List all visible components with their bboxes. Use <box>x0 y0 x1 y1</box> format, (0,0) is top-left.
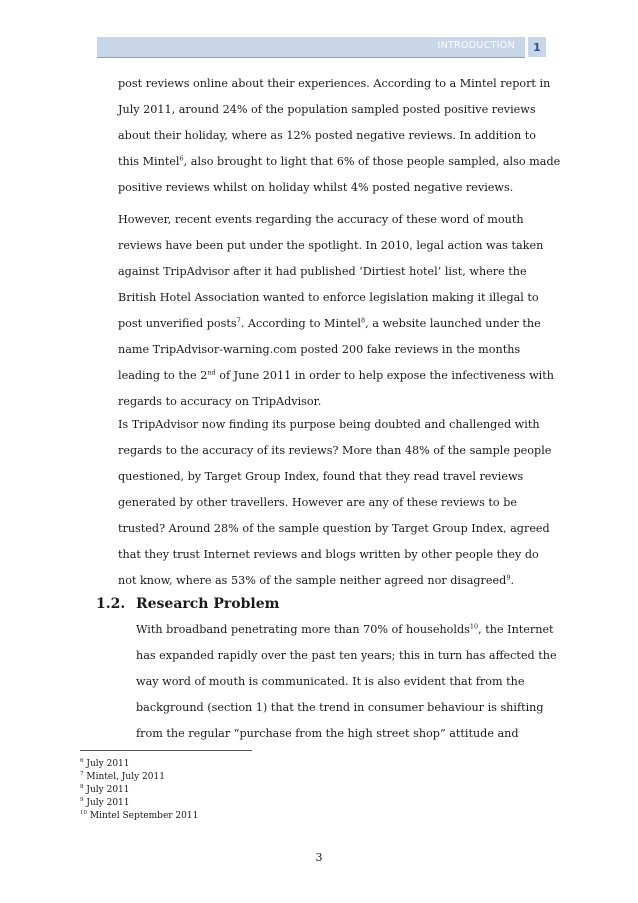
footnote-ref: 6 <box>179 154 184 163</box>
section-number: 1.2. <box>96 596 126 612</box>
text-line: from the regular “purchase from the high street shop” attitude and <box>136 727 519 740</box>
text-line: regards to accuracy on TripAdvisor. <box>118 395 322 408</box>
footnote-ref: 9 <box>506 573 511 582</box>
text-line: regards to the accuracy of its reviews? More than 48% of the sample people <box>118 444 552 457</box>
text-line: July 2011, around 24% of the population sampled posted positive reviews <box>118 103 536 116</box>
text-line: Is TripAdvisor now finding its purpose being doubted and challenged with <box>118 418 540 431</box>
text-line: this Mintel$^6$, also brought to light that 6% of those people sampled, also made <box>118 154 561 168</box>
text-line: way word of mouth is communicated. It is also evident that from the <box>136 675 525 688</box>
footnote: $^7$ Mintel, July 2011 <box>80 771 165 782</box>
ordinal-suffix: nd <box>207 368 216 377</box>
text-line: has expanded rapidly over the past ten years; this in turn has affected the <box>136 649 557 662</box>
text-line: British Hotel Association wanted to enforce legislation making it illegal to <box>118 291 539 304</box>
text-line: reviews have been put under the spotlight. In 2010, legal action was taken <box>118 239 544 252</box>
footnote-separator <box>80 750 252 751</box>
footnote: $^8$ July 2011 <box>80 784 130 795</box>
text-line: trusted? Around 28% of the sample question by Target Group Index, agreed <box>118 522 550 535</box>
text-line: about their holiday, where as 12% posted negative reviews. In addition to <box>118 129 536 142</box>
text-line: not know, where as 53% of the sample neither agreed nor disagreed$^9$. <box>118 573 515 587</box>
running-header <box>97 37 525 58</box>
section-title: Research Problem <box>136 596 280 612</box>
text-line: post reviews online about their experiences. According to a Mintel report in <box>118 77 551 90</box>
text-line: name TripAdvisor-warning.com posted 200 fake reviews in the months <box>118 343 521 356</box>
header-section-label: INTRODUCTION <box>437 40 515 51</box>
footnote: $^9$ July 2011 <box>80 797 130 808</box>
text-line: With broadband penetrating more than 70% of households$^{10}$, the Internet <box>136 622 554 636</box>
text-line: background (section 1) that the trend in consumer behaviour is shifting <box>136 701 544 714</box>
footnote: $^{10}$ Mintel September 2011 <box>80 810 199 821</box>
text-line: leading to the 2nd of June 2011 in order to help expose the infectiveness with <box>118 368 554 382</box>
text-line: However, recent events regarding the accuracy of these word of mouth <box>118 213 524 226</box>
text-line: post unverified posts$^7$. According to Mintel$^8$, a website launched under the <box>118 316 541 330</box>
header-chapter-number: 1 <box>528 37 546 57</box>
section-heading <box>96 596 279 612</box>
footnote-ref: 10 <box>469 622 479 631</box>
text-line: questioned, by Target Group Index, found that they read travel reviews <box>118 470 524 483</box>
page-number: 3 <box>315 851 323 864</box>
text-line: against TripAdvisor after it had published ‘Dirtiest hotel’ list, where the <box>118 265 527 278</box>
footnote: $^6$ July 2011 <box>80 758 130 769</box>
text-line: positive reviews whilst on holiday whilst 4% posted negative reviews. <box>118 181 514 194</box>
text-line: that they trust Internet reviews and blogs written by other people they do <box>118 548 539 561</box>
text-line: generated by other travellers. However are any of these reviews to be <box>118 496 517 509</box>
footnote-ref: 8 <box>361 316 366 325</box>
footnote-ref: 7 <box>236 316 241 325</box>
